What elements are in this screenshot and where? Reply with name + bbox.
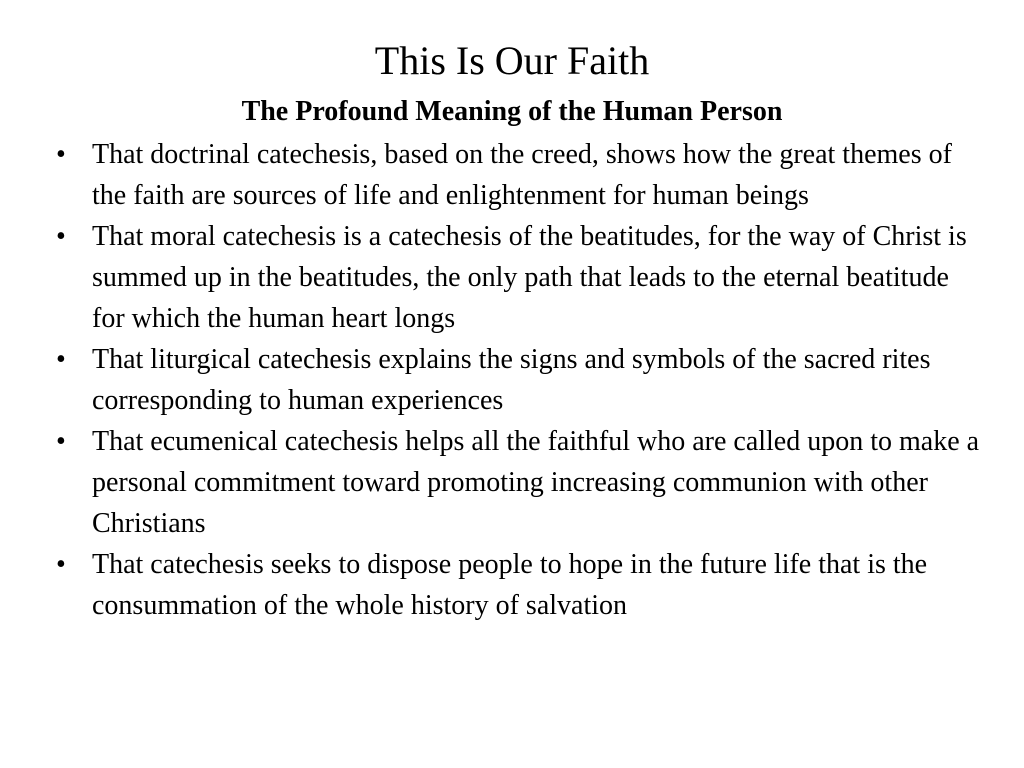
bullet-text: That catechesis seeks to dispose people to hope in the future life that is the consummation of the whole history of salvation: [92, 549, 928, 621]
slide-subtitle: The Profound Meaning of the Human Person: [241, 96, 783, 127]
bullet-icon: •: [56, 221, 66, 252]
bullet-icon: •: [56, 139, 66, 170]
bullet-text: That moral catechesis is a catechesis of the beatitudes, for the way of Christ is summed up in the beatitudes, the only path that leads to the eternal beatitude for which the human heart longs: [92, 221, 967, 334]
slide-title: This Is Our Faith: [374, 38, 650, 83]
bullet-icon: •: [56, 549, 66, 580]
bullet-item: [56, 421, 986, 544]
bullet-item: [56, 216, 986, 339]
bullet-text: That doctrinal catechesis, based on the creed, shows how the great themes of the faith are sources of life and enlightenment for human beings: [92, 139, 952, 211]
bullet-icon: •: [56, 426, 66, 457]
bullet-icon: •: [56, 344, 66, 375]
bullet-text: That liturgical catechesis explains the signs and symbols of the sacred rites corresponding to human experiences: [92, 344, 931, 416]
bullet-item: [56, 134, 986, 216]
bullet-list: [56, 134, 986, 626]
bullet-item: [56, 544, 986, 626]
bullet-item: [56, 339, 986, 421]
bullet-text: That ecumenical catechesis helps all the faithful who are called upon to make a personal commitment toward promoting increasing communion with other Christians: [92, 426, 980, 539]
